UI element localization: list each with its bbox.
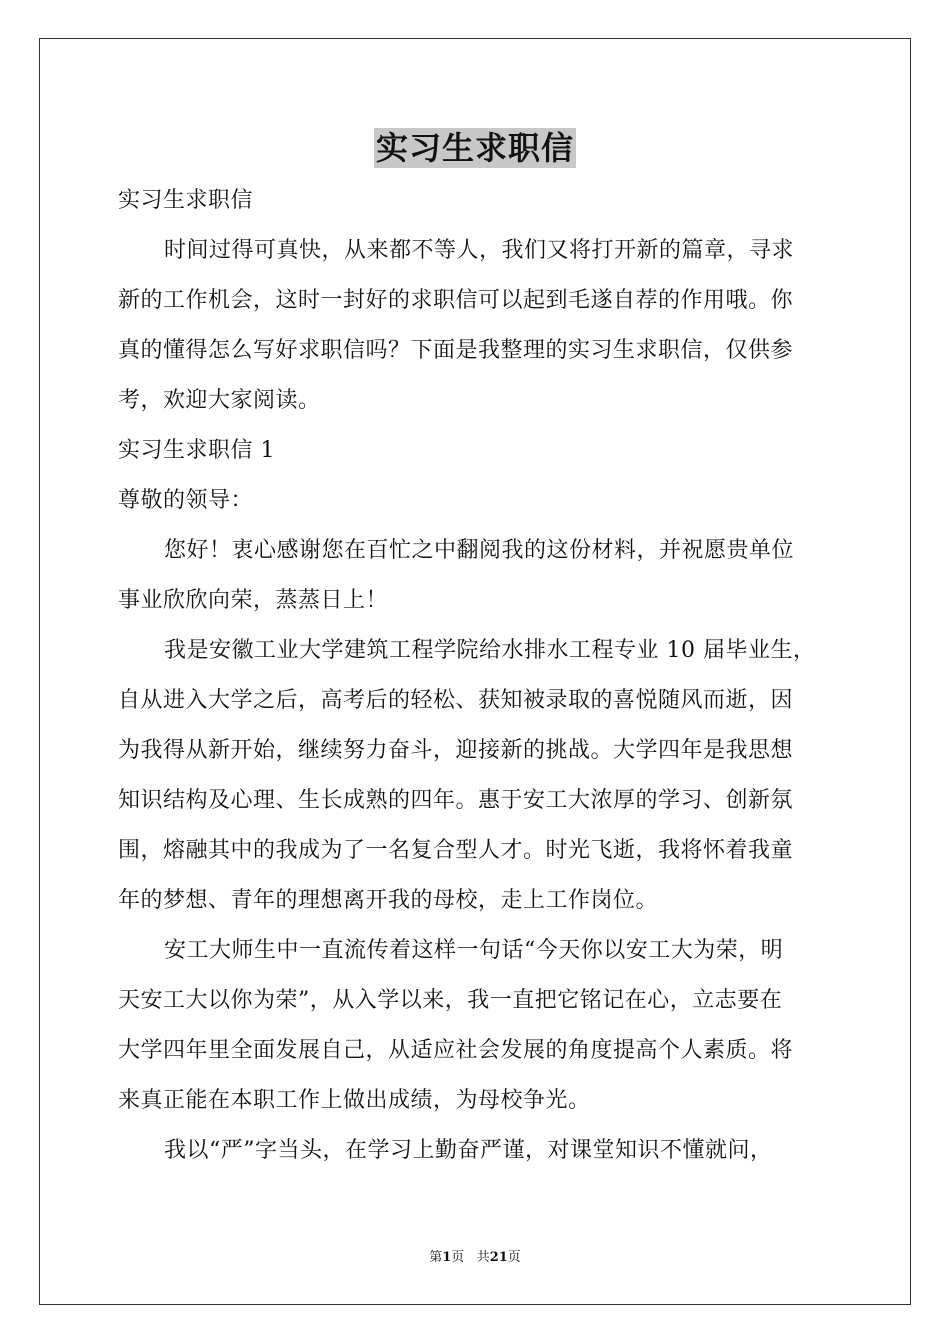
text-line: 安工大师生中一直流传着这样一句话“今天你以安工大为荣，明 <box>164 938 784 963</box>
text-line: 事业欣欣向荣，蒸蒸日上！ <box>118 588 389 613</box>
total-prefix: 共 <box>476 1250 490 1265</box>
text-line: 实习生求职信 <box>118 188 254 213</box>
text-line: 为我得从新开始，继续努力奋斗，迎接新的挑战。大学四年是我思想 <box>118 738 794 763</box>
text-line: 自从进入大学之后，高考后的轻松、获知被录取的喜悦随风而逝，因 <box>118 688 794 713</box>
text-line: 知识结构及心理、生长成熟的四年。惠于安工大浓厚的学习、创新氛 <box>118 788 794 813</box>
page-number: 1 <box>442 1250 452 1265</box>
document-body <box>118 176 836 1176</box>
page-footer <box>0 1250 950 1266</box>
document-title: 实习生求职信 <box>375 129 574 167</box>
total-pages: 21 <box>489 1250 508 1265</box>
text-line: 来真正能在本职工作上做出成绩，为母校争光。 <box>118 1088 591 1113</box>
text-line: 新的工作机会，这时一封好的求职信可以起到毛遂自荐的作用哦。你 <box>118 288 794 313</box>
page-suffix: 页 <box>451 1250 465 1265</box>
total-suffix: 页 <box>507 1250 521 1265</box>
page-prefix: 第 <box>429 1250 443 1265</box>
text-line: 我以“严”字当头，在学习上勤奋严谨，对课堂知识不懂就问， <box>164 1138 773 1163</box>
text-line: 天安工大以你为荣”，从入学以来，我一直把它铭记在心，立志要在 <box>118 988 783 1013</box>
text-line: 时间过得可真快，从来都不等人，我们又将打开新的篇章，寻求 <box>164 238 795 263</box>
text-line: 您好！衷心感谢您在百忙之中翻阅我的这份材料，并祝愿贵单位 <box>164 538 795 563</box>
text-line: 围，熔融其中的我成为了一名复合型人才。时光飞逝，我将怀着我童 <box>118 838 794 863</box>
text-line: 尊敬的领导： <box>118 488 254 513</box>
text-line: 我是安徽工业大学建筑工程学院给水排水工程专业 10 届毕业生， <box>164 638 816 663</box>
text-line: 真的懂得怎么写好求职信吗？下面是我整理的实习生求职信，仅供参 <box>118 338 794 363</box>
text-line: 实习生求职信 1 <box>118 438 275 463</box>
text-line: 年的梦想、青年的理想离开我的母校，走上工作岗位。 <box>118 888 659 913</box>
text-line: 考，欢迎大家阅读。 <box>118 388 321 413</box>
title-wrap <box>0 128 950 168</box>
text-line: 大学四年里全面发展自己，从适应社会发展的角度提高个人素质。将 <box>118 1038 794 1063</box>
